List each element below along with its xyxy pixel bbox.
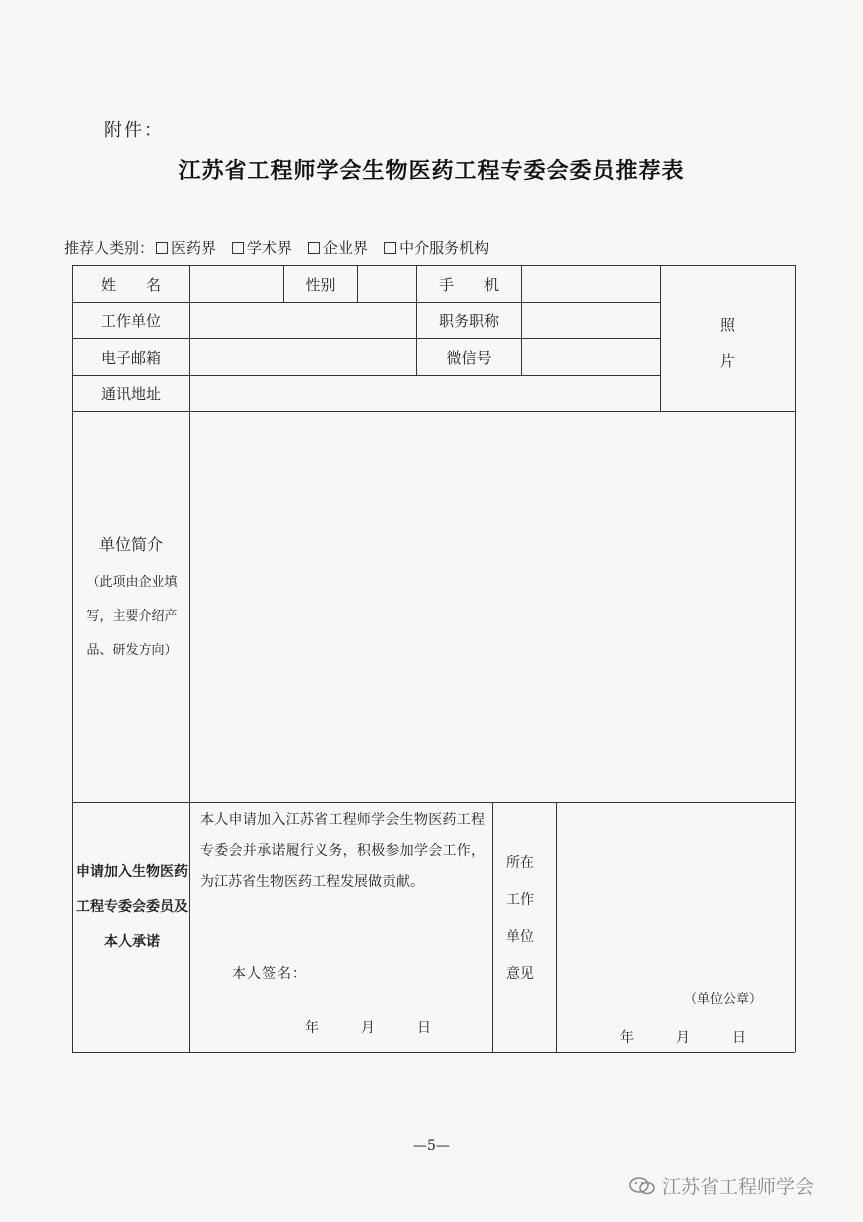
table-line	[72, 1052, 795, 1053]
wechat-field[interactable]	[522, 339, 660, 375]
checkbox-icon[interactable]	[232, 242, 244, 254]
email-label: 电子邮箱	[100, 348, 161, 367]
pledge-text: 本人申请加入江苏省工程师学会生物医药工程专委会并承诺履行义务，积极参加学会工作，为江苏省生物医药工程发展做贡献。	[200, 812, 485, 890]
photo-box[interactable]	[661, 266, 795, 411]
date-left: 年 月 日	[305, 1020, 431, 1036]
photo-label-line2: 片	[719, 352, 735, 370]
category-row	[64, 237, 489, 258]
name-field[interactable]	[190, 266, 283, 302]
signature-label: 本人签名：	[232, 966, 307, 982]
address-label: 通讯地址	[100, 385, 161, 403]
gender-field[interactable]	[358, 266, 416, 302]
date-right: 年 月 日	[620, 1030, 746, 1046]
wechat-icon	[628, 1176, 656, 1196]
checkbox-icon[interactable]	[156, 242, 168, 254]
table-line	[795, 265, 796, 1052]
employer-label: 工作单位	[100, 312, 161, 330]
category-option-agency[interactable]: 中介服务机构	[384, 237, 489, 258]
seal-label: （单位公章）	[684, 992, 763, 1007]
table-line	[492, 802, 493, 1052]
application-title: 申请加入生物医药工程专委会委员及本人承诺	[76, 864, 188, 950]
intro-title: 单位简介	[98, 535, 163, 554]
name-label: 姓 名	[100, 275, 161, 294]
category-option-pharma[interactable]: 医药界	[156, 237, 216, 258]
category-option-enterprise[interactable]: 企业界	[308, 237, 368, 258]
category-option-academic[interactable]: 学术界	[232, 237, 292, 258]
email-field[interactable]	[190, 339, 416, 375]
position-label: 职务职称	[438, 312, 499, 330]
page-number: —5—	[413, 1138, 450, 1154]
watermark-text: 江苏省工程师学会	[662, 1177, 815, 1198]
photo-label-line1: 照	[719, 316, 735, 334]
opinion-label: 所在工作单位意见	[506, 855, 534, 982]
intro-field[interactable]	[190, 412, 795, 802]
attachment-label: 附件：	[104, 120, 164, 141]
position-field[interactable]	[522, 303, 660, 338]
employer-field[interactable]	[190, 303, 416, 338]
address-field[interactable]	[190, 376, 660, 411]
wechat-label: 微信号	[446, 348, 492, 367]
mobile-label: 手 机	[438, 275, 499, 294]
checkbox-icon[interactable]	[308, 242, 320, 254]
intro-note: （此项由企业填写，主要介绍产品、研发方向）	[86, 575, 178, 658]
watermark	[628, 1172, 814, 1199]
category-label: 推荐人类别：	[64, 239, 155, 257]
mobile-field[interactable]	[522, 266, 660, 302]
opinion-field[interactable]	[557, 803, 795, 983]
gender-label: 性别	[305, 275, 336, 294]
checkbox-icon[interactable]	[384, 242, 396, 254]
signature-field[interactable]	[320, 962, 480, 986]
form-title: 江苏省工程师学会生物医药工程专委会委员推荐表	[178, 158, 685, 184]
